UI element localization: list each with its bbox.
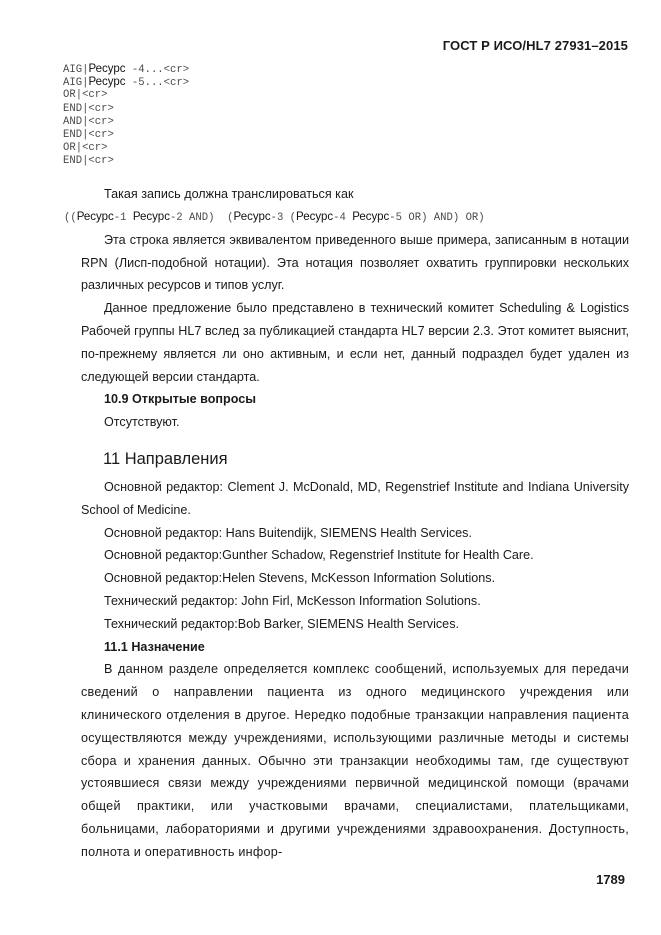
standard-header: ГОСТ Р ИСО/HL7 27931–2015 <box>442 38 628 53</box>
document-body <box>64 183 629 864</box>
editor-line: Основной редактор: Hans Buitendijk, SIEMENS Health Services. <box>104 525 472 540</box>
editor-line: Технический редактор: John Firl, McKesson Information Solutions. <box>104 593 481 608</box>
code-line: END|<cr> <box>63 155 114 168</box>
paragraph-proposal: Данное предложение было представлено в технический комитет Scheduling & Logistics Рабочей группы HL7 вслед за публикацией стандарта HL7 версии 2.3. Этот комитет выяснит, по-прежнему является ли оно активным, и если нет, данный подраздел будет удален из следующей версии стандарта. <box>81 301 629 384</box>
section-11-1-title: 11.1 Назначение <box>104 639 205 654</box>
code-block <box>63 63 189 169</box>
translit-expression: ((Ресурс-1 Ресурс-2 AND) (Ресурс-3 (Ресурс-4 Ресурс-5 OR) AND) OR) <box>64 210 485 224</box>
code-line: AIG|Ресурс -4...<cr> <box>63 63 190 76</box>
editor-line: Основной редактор: Clement J. McDonald, MD, Regenstrief Institute and Indiana University School of Medicine. <box>81 479 629 517</box>
section-11-1-text: В данном разделе определяется комплекс сообщений, используемых для передачи сведений о направлении пациента из одного медицинского учреждения или клинического отделения в другое. Нередко подобные транзакции направления пациента осуществляются между учреждениями, использующими различные методы и системы сбора и хранения данных. Обычно эти транзакции необходимы там, где существуют устоявшиеся связи между учреждениями первичной медицинской помощи (врачами общей практики, или участковыми врачами, специалистами, плательщиками, больницами, лабораториями и другими учреждениями здравоохранения. Доступность, полнота и оперативность инфор- <box>81 662 629 859</box>
code-line: AIG|Ресурс -5...<cr> <box>63 76 190 90</box>
translation-intro: Такая запись должна транслироваться как <box>104 187 354 201</box>
code-line: END|<cr> <box>63 102 114 115</box>
code-line: OR|<cr> <box>63 89 108 102</box>
section-10-9-title: 10.9 Открытые вопросы <box>104 392 257 407</box>
section-10-9-text: Отсутствуют. <box>104 415 180 430</box>
code-line: AND|<cr> <box>63 115 114 128</box>
code-line: OR|<cr> <box>63 142 108 155</box>
paragraph-rpn: Эта строка является эквивалентом приведенного выше примера, записанным в нотации RPN (Лисп-подобной нотации). Эта нотация позволяет охватить группировки нескольких различных ресурсов и типов услуг. <box>81 232 629 293</box>
editor-line: Основной редактор:Gunther Schadow, Regenstrief Institute for Health Care. <box>104 548 534 563</box>
code-line: END|<cr> <box>63 128 114 141</box>
section-11-title: 11 Направления <box>103 449 228 468</box>
editor-line: Технический редактор:Bob Barker, SIEMENS Health Services. <box>104 616 459 631</box>
editor-line: Основной редактор:Helen Stevens, McKesson Information Solutions. <box>104 571 496 586</box>
page-number: 1789 <box>596 872 625 887</box>
